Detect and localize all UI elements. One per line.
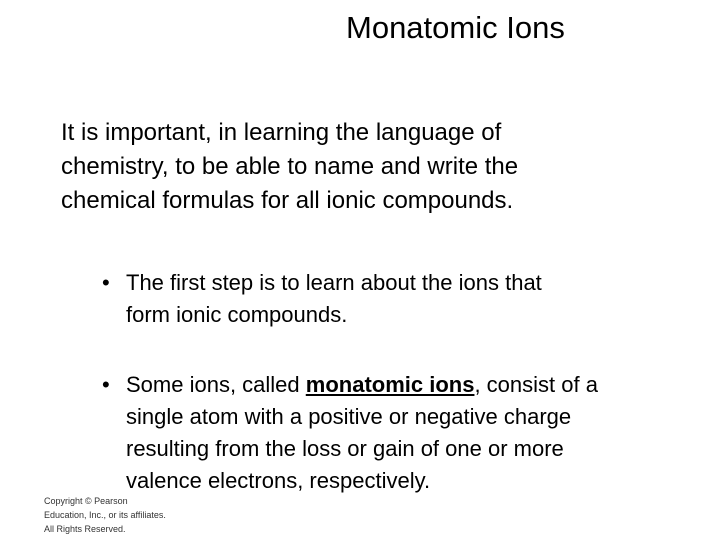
copyright-line: Copyright © Pearson	[44, 496, 128, 506]
bullet-line-start: Some ions, called	[126, 372, 306, 397]
slide-title: Monatomic Ions	[346, 10, 565, 45]
bullet-line: The first step is to learn about the ions that	[126, 270, 542, 295]
bullet-line-end: , consist of a	[474, 372, 598, 397]
bullet-line: resulting from the loss or gain of one or more	[126, 436, 564, 461]
intro-paragraph	[61, 116, 661, 218]
bullet-text	[126, 369, 598, 497]
intro-line: chemical formulas for all ionic compounds.	[61, 187, 514, 214]
intro-line: It is important, in learning the language of	[61, 119, 502, 146]
bullet-line: single atom with a positive or negative charge	[126, 404, 572, 429]
intro-line: chemistry, to be able to name and write the	[61, 153, 519, 180]
bullet-line: valence electrons, respectively.	[126, 468, 431, 493]
copyright-line: All Rights Reserved.	[44, 524, 126, 534]
bullet-line: form ionic compounds.	[126, 302, 348, 327]
copyright-notice	[44, 494, 166, 536]
bullet-dot: •	[102, 270, 110, 295]
bullet-text	[126, 267, 542, 331]
key-term-monatomic-ions: monatomic ions	[305, 372, 475, 397]
copyright-line: Education, Inc., or its affiliates.	[44, 510, 166, 520]
bullet-dot: •	[102, 372, 110, 397]
